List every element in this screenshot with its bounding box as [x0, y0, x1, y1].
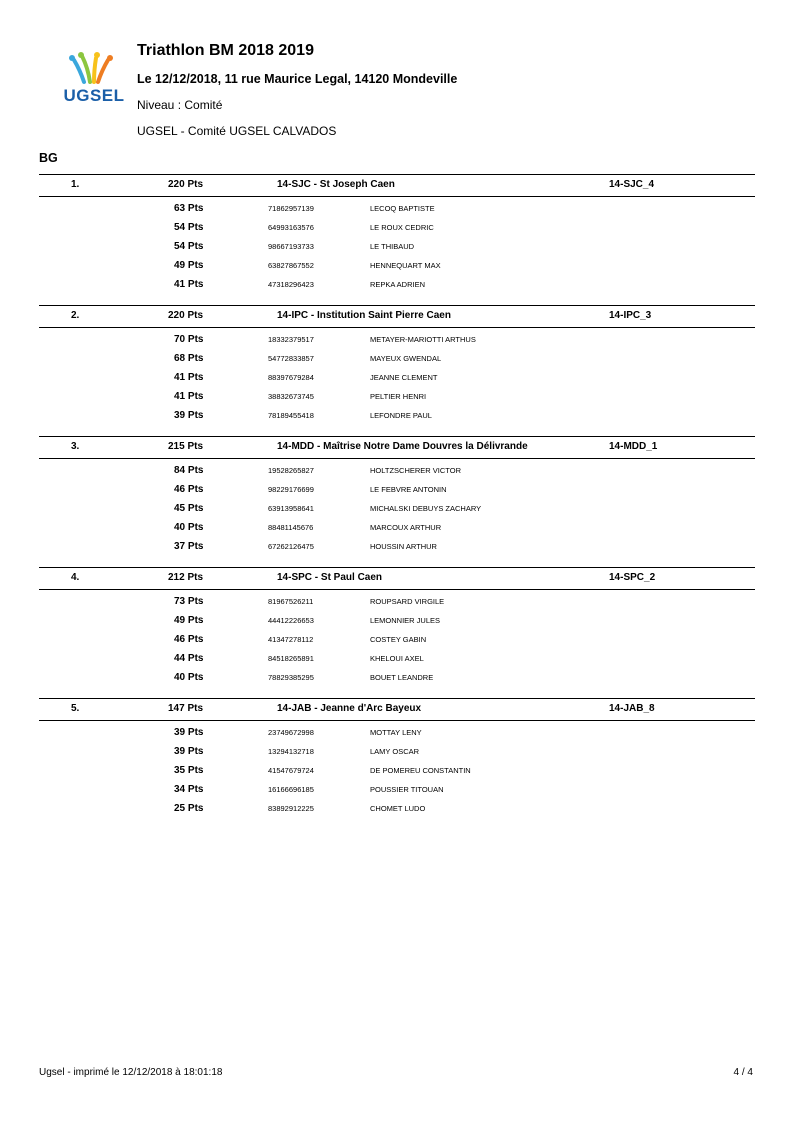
member-id: 44412226653 — [268, 616, 314, 625]
member-points: 54 Pts — [174, 222, 204, 233]
member-id: 41347278112 — [268, 635, 314, 644]
page-number: 4 / 4 — [733, 1067, 753, 1078]
member-name: MAYEUX GWENDAL — [370, 354, 442, 363]
member-points: 49 Pts — [174, 260, 204, 271]
member-row — [39, 649, 755, 668]
team-points: 147 Pts — [168, 703, 204, 714]
member-row — [39, 592, 755, 611]
member-name: ROUPSARD VIRGILE — [370, 597, 445, 606]
member-row — [39, 275, 755, 294]
member-points: 46 Pts — [174, 634, 204, 645]
member-name: LEFONDRE PAUL — [370, 411, 432, 420]
member-id: 54772833857 — [268, 354, 314, 363]
member-points: 37 Pts — [174, 541, 204, 552]
member-list — [39, 590, 755, 687]
team-header-row — [39, 567, 755, 590]
team-block — [39, 567, 755, 687]
team-code: 14-MDD_1 — [609, 441, 658, 452]
member-points: 35 Pts — [174, 765, 204, 776]
ugsel-logo — [62, 52, 126, 106]
member-list — [39, 328, 755, 425]
member-points: 25 Pts — [174, 803, 204, 814]
member-id: 23749672998 — [268, 728, 314, 737]
member-name: MICHALSKI DEBUYS ZACHARY — [370, 504, 482, 513]
member-name: KHELOUI AXEL — [370, 654, 424, 663]
member-id: 16166696185 — [268, 785, 314, 794]
member-id: 78829385295 — [268, 673, 314, 682]
member-name: HENNEQUART MAX — [370, 261, 441, 270]
member-id: 81967526211 — [268, 597, 314, 606]
page-title: Triathlon BM 2018 2019 — [137, 42, 314, 59]
team-name: 14-SJC - St Joseph Caen — [277, 179, 395, 190]
team-name: 14-JAB - Jeanne d'Arc Bayeux — [277, 703, 422, 714]
member-points: 54 Pts — [174, 241, 204, 252]
team-points: 220 Pts — [168, 179, 204, 190]
member-name: METAYER-MARIOTTI ARTHUS — [370, 335, 476, 344]
category-label: BG — [39, 151, 58, 165]
member-row — [39, 611, 755, 630]
member-row — [39, 349, 755, 368]
team-header-row — [39, 174, 755, 197]
team-rank: 1. — [71, 179, 80, 190]
member-points: 41 Pts — [174, 279, 204, 290]
member-points: 68 Pts — [174, 353, 204, 364]
member-list — [39, 197, 755, 294]
team-name: 14-IPC - Institution Saint Pierre Caen — [277, 310, 451, 321]
committee: UGSEL - Comité UGSEL CALVADOS — [137, 124, 337, 138]
team-rank: 5. — [71, 703, 80, 714]
member-points: 70 Pts — [174, 334, 204, 345]
member-row — [39, 461, 755, 480]
member-points: 41 Pts — [174, 391, 204, 402]
member-row — [39, 799, 755, 818]
member-name: LEMONNIER JULES — [370, 616, 441, 625]
member-name: DE POMEREU CONSTANTIN — [370, 766, 471, 775]
member-row — [39, 480, 755, 499]
member-id: 64993163576 — [268, 223, 314, 232]
member-name: LECOQ BAPTISTE — [370, 204, 435, 213]
member-points: 73 Pts — [174, 596, 204, 607]
event-date-location: Le 12/12/2018, 11 rue Maurice Legal, 14120 Mondeville — [137, 72, 458, 86]
member-id: 98229176699 — [268, 485, 314, 494]
member-points: 45 Pts — [174, 503, 204, 514]
member-row — [39, 256, 755, 275]
member-id: 13294132718 — [268, 747, 314, 756]
member-id: 71862957139 — [268, 204, 314, 213]
member-id: 63827867552 — [268, 261, 314, 270]
team-block — [39, 305, 755, 425]
team-points: 215 Pts — [168, 441, 204, 452]
team-block — [39, 698, 755, 818]
team-header-row — [39, 436, 755, 459]
member-id: 41547679724 — [268, 766, 314, 775]
member-name: HOUSSIN ARTHUR — [370, 542, 437, 551]
team-name: 14-SPC - St Paul Caen — [277, 572, 383, 583]
member-name: LE FEBVRE ANTONIN — [370, 485, 447, 494]
team-points: 220 Pts — [168, 310, 204, 321]
member-points: 63 Pts — [174, 203, 204, 214]
member-points: 40 Pts — [174, 672, 204, 683]
member-id: 63913958641 — [268, 504, 314, 513]
member-id: 38832673745 — [268, 392, 314, 401]
member-list — [39, 721, 755, 818]
member-row — [39, 723, 755, 742]
member-name: POUSSIER TITOUAN — [370, 785, 444, 794]
member-name: MOTTAY LENY — [370, 728, 422, 737]
team-block — [39, 436, 755, 556]
member-points: 39 Pts — [174, 410, 204, 421]
member-row — [39, 518, 755, 537]
logo-text: UGSEL — [63, 86, 125, 105]
team-block — [39, 174, 755, 294]
member-points: 46 Pts — [174, 484, 204, 495]
member-id: 78189455418 — [268, 411, 314, 420]
member-points: 84 Pts — [174, 465, 204, 476]
member-id: 83892912225 — [268, 804, 314, 813]
member-row — [39, 668, 755, 687]
level: Niveau : Comité — [137, 98, 223, 112]
member-list — [39, 459, 755, 556]
team-header-row — [39, 305, 755, 328]
member-name: CHOMET LUDO — [370, 804, 426, 813]
member-row — [39, 199, 755, 218]
member-points: 49 Pts — [174, 615, 204, 626]
team-rankings — [39, 174, 755, 829]
ugsel-figures-icon — [62, 52, 126, 88]
team-rank: 4. — [71, 572, 80, 583]
member-name: LAMY OSCAR — [370, 747, 420, 756]
member-points: 34 Pts — [174, 784, 204, 795]
member-row — [39, 499, 755, 518]
team-code: 14-JAB_8 — [609, 703, 655, 714]
member-id: 98667193733 — [268, 242, 314, 251]
member-name: BOUET LEANDRE — [370, 673, 434, 682]
team-code: 14-SJC_4 — [609, 179, 655, 190]
member-id: 84518265891 — [268, 654, 314, 663]
member-points: 40 Pts — [174, 522, 204, 533]
team-name: 14-MDD - Maîtrise Notre Dame Douvres la Délivrande — [277, 441, 528, 452]
member-id: 19528265827 — [268, 466, 314, 475]
member-row — [39, 237, 755, 256]
member-row — [39, 387, 755, 406]
member-id: 88397679284 — [268, 373, 314, 382]
member-name: LE THIBAUD — [370, 242, 415, 251]
team-rank: 3. — [71, 441, 80, 452]
team-code: 14-IPC_3 — [609, 310, 652, 321]
member-id: 47318296423 — [268, 280, 314, 289]
team-points: 212 Pts — [168, 572, 204, 583]
member-id: 67262126475 — [268, 542, 314, 551]
member-row — [39, 630, 755, 649]
member-row — [39, 406, 755, 425]
member-id: 88481145676 — [268, 523, 314, 532]
member-name: MARCOUX ARTHUR — [370, 523, 442, 532]
member-row — [39, 218, 755, 237]
member-name: PELTIER HENRI — [370, 392, 427, 401]
member-row — [39, 537, 755, 556]
team-rank: 2. — [71, 310, 80, 321]
team-code: 14-SPC_2 — [609, 572, 656, 583]
member-name: JEANNE CLEMENT — [370, 373, 438, 382]
team-header-row — [39, 698, 755, 721]
member-points: 41 Pts — [174, 372, 204, 383]
member-row — [39, 761, 755, 780]
print-info: Ugsel - imprimé le 12/12/2018 à 18:01:18 — [39, 1067, 223, 1078]
member-points: 39 Pts — [174, 727, 204, 738]
member-name: LE ROUX CEDRIC — [370, 223, 434, 232]
member-name: COSTEY GABIN — [370, 635, 427, 644]
member-points: 39 Pts — [174, 746, 204, 757]
member-name: REPKA ADRIEN — [370, 280, 426, 289]
member-row — [39, 742, 755, 761]
member-row — [39, 330, 755, 349]
member-points: 44 Pts — [174, 653, 204, 664]
member-row — [39, 780, 755, 799]
member-row — [39, 368, 755, 387]
member-name: HOLTZSCHERER VICTOR — [370, 466, 461, 475]
member-id: 18332379517 — [268, 335, 314, 344]
